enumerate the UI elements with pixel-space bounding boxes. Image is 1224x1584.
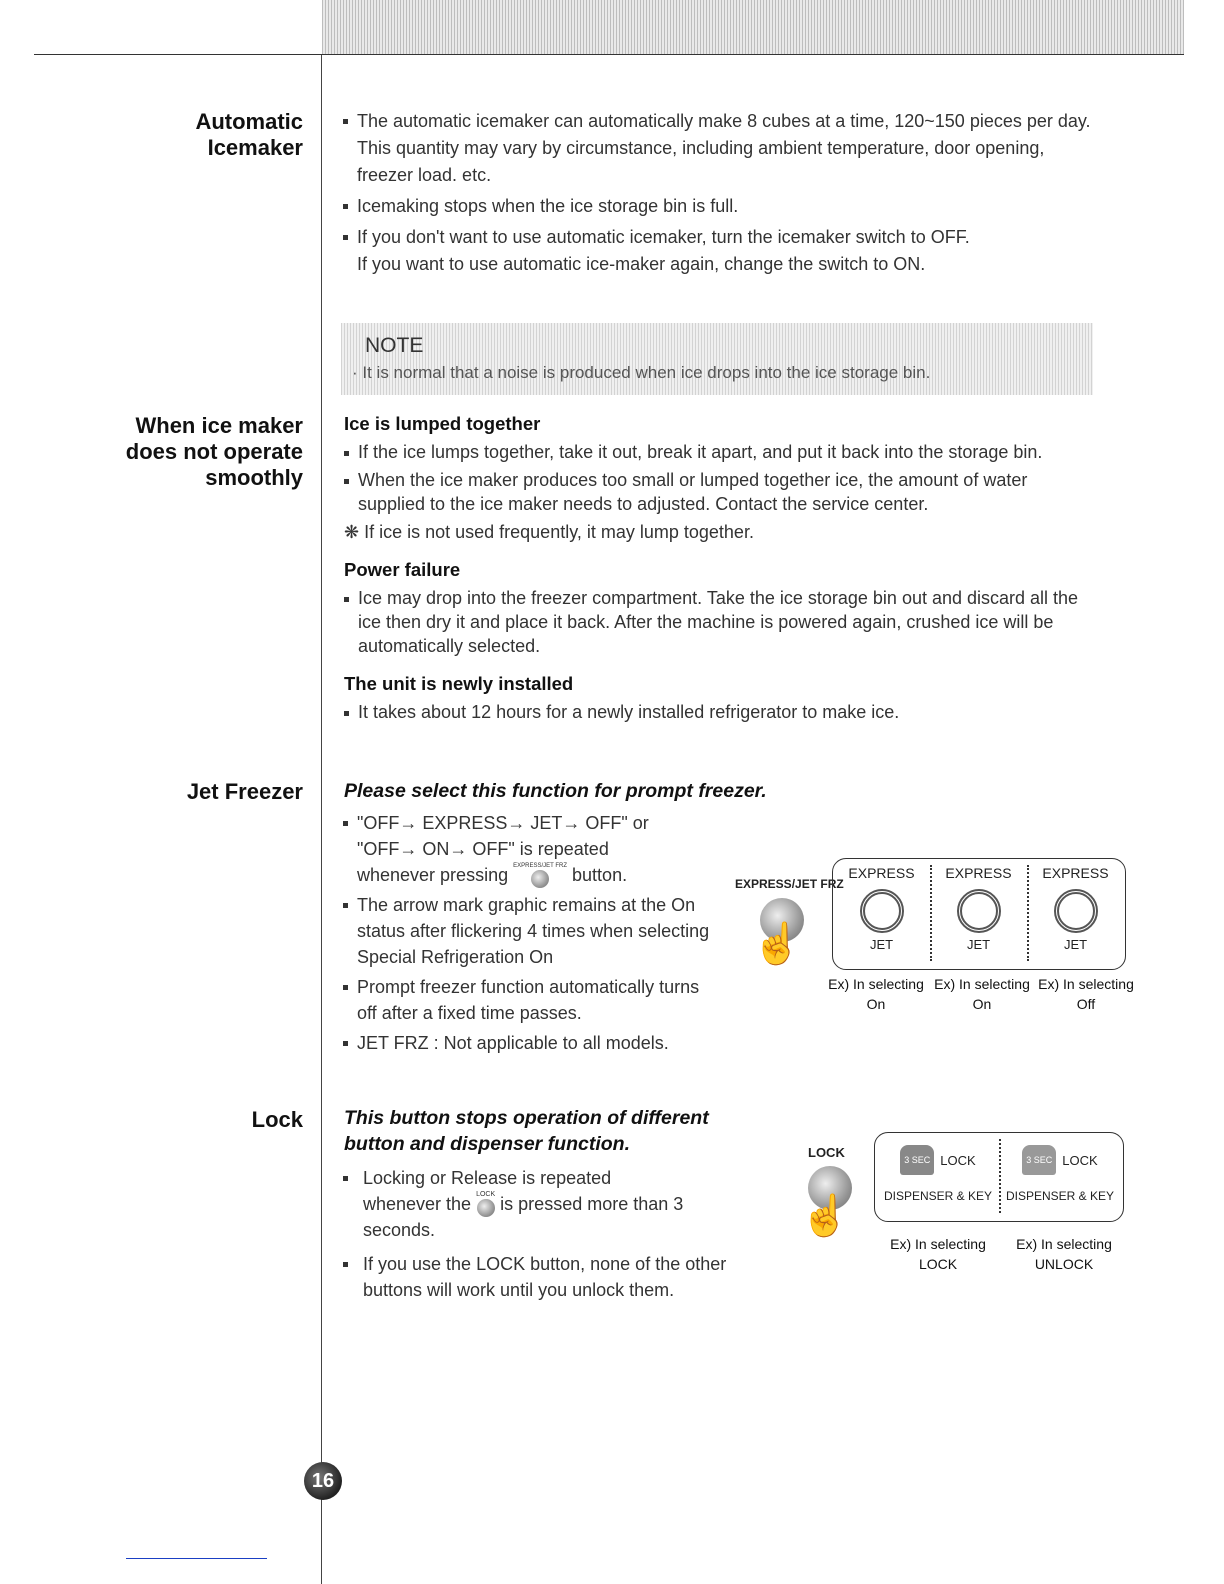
subheading-ice-lumped: Ice is lumped together: [344, 413, 541, 434]
button-icon: [531, 870, 549, 888]
express-label: EXPRESS: [1042, 865, 1109, 881]
list-item: Icemaking stops when the ice storage bin is full.: [343, 193, 1103, 220]
fan-icon: [1054, 889, 1098, 933]
subheading-power-failure: Power failure: [344, 559, 461, 580]
list-item: It takes about 12 hours for a newly installed refrigerator to make ice.: [344, 700, 1084, 724]
panel-divider: [999, 1139, 1001, 1213]
finger-press-icon: ☝: [752, 922, 802, 966]
lock-badge-icon: 3 SEC: [1022, 1145, 1056, 1175]
express-jet-panel: [832, 858, 1126, 970]
jet-freezer-heading: Please select this function for prompt freezer.: [344, 780, 767, 802]
list-item: The arrow mark graphic remains at the On status after flickering 4 times when selecting Special Refrigeration On: [343, 892, 713, 970]
jet-caption-3: Ex) In selecting Off: [1038, 976, 1134, 1012]
note-box: [341, 323, 1093, 395]
express-jet-inline-icon: EXPRESS/JET FRZ: [513, 862, 567, 888]
list-item: If you don't want to use automatic icemaker, turn the icemaker switch to OFF.: [343, 224, 1007, 251]
note-text: · It is normal that a noise is produced when ice drops into the ice storage bin.: [352, 363, 931, 382]
jet-freezer-body: [343, 810, 713, 1056]
jet-sequence-line-2: "OFF→ ON→ OFF" is repeated: [357, 839, 609, 859]
list-item: If you use the LOCK button, none of the other buttons will work until you unlock them.: [343, 1251, 783, 1303]
subheading-newly-installed: The unit is newly installed: [344, 673, 574, 694]
jet-label: JET: [1063, 937, 1088, 952]
list-item: Ice may drop into the freezer compartment. Take the ice storage bin out and discard all the ice then dry it and place it back. After the machine is powered again, crushed ice will be automatically selected.: [344, 586, 1084, 658]
lock-label: LOCK: [940, 1152, 976, 1168]
express-jet-diagram-label: EXPRESS/JET FRZ: [735, 877, 844, 891]
note-title: NOTE: [365, 334, 424, 357]
express-label: EXPRESS: [848, 865, 915, 881]
lock-inline-icon: LOCK: [476, 1191, 495, 1217]
column-divider: [321, 55, 322, 1584]
ice-maker-problem-body: [344, 412, 1084, 724]
list-item: When the ice maker produces too small or lumped together ice, the amount of water supplied to the ice maker needs to adjusted. Contact the service center.: [344, 468, 1084, 516]
jet-sequence-line-1: "OFF→ EXPRESS→ JET→ OFF" or: [357, 813, 649, 833]
list-item: If the ice lumps together, take it out, break it apart, and put it back into the storage bin.: [344, 440, 1084, 464]
jet-caption-2: Ex) In selecting On: [934, 976, 1030, 1012]
page-number-badge: 16: [304, 1462, 342, 1500]
list-item: The automatic icemaker can automatically make 8 cubes at a time, 120~150 pieces per day. This quantity may vary by circumstance, including ambient temperature, door opening, freezer load. etc.: [343, 108, 1103, 189]
list-item-continuation: If you want to use automatic ice-maker again, change the switch to ON.: [357, 254, 926, 274]
footer-link-line: [126, 1558, 267, 1559]
jet-caption-1: Ex) In selecting On: [828, 976, 924, 1012]
lock-body: [343, 1165, 783, 1303]
lock-caption-2: Ex) In selecting UNLOCK: [1016, 1236, 1112, 1272]
header-pattern-bar: [322, 0, 1184, 55]
list-item: JET FRZ : Not applicable to all models.: [343, 1030, 713, 1056]
button-icon: [477, 1199, 495, 1217]
section-title-jet-freezer: Jet Freezer: [186, 779, 303, 804]
finger-press-icon: ☝: [800, 1194, 850, 1238]
jet-sequence-line-3: whenever pressing EXPRESS/JET FRZ button.: [357, 862, 713, 888]
list-item: Prompt freezer function automatically turns off after a fixed time passes.: [343, 974, 713, 1026]
list-item: [343, 810, 713, 888]
header-rule: [34, 54, 1184, 55]
lock-diagram-label: LOCK: [808, 1145, 845, 1160]
lump-note: ❋ If ice is not used frequently, it may lump together.: [344, 522, 754, 542]
jet-label: JET: [966, 937, 991, 952]
jet-label: JET: [869, 937, 894, 952]
section-title-automatic-icemaker: Automatic Icemaker: [195, 109, 303, 160]
section-title-lock: Lock: [251, 1107, 303, 1132]
fan-icon: [860, 889, 904, 933]
lock-caption-1: Ex) In selecting LOCK: [890, 1236, 986, 1272]
automatic-icemaker-body: [343, 108, 1103, 278]
dispenser-key-label: DISPENSER & KEY: [883, 1189, 993, 1203]
section-title-ice-maker-problem: When ice maker does not operate smoothly: [125, 413, 303, 490]
fan-icon: [957, 889, 1001, 933]
lock-panel: [874, 1132, 1124, 1222]
lock-badge-icon: 3 SEC: [900, 1145, 934, 1175]
lock-label: LOCK: [1062, 1152, 1098, 1168]
dispenser-key-label: DISPENSER & KEY: [1005, 1189, 1115, 1203]
express-label: EXPRESS: [945, 865, 1012, 881]
list-item: Locking or Release is repeated whenever the LOCK is pressed more than 3 seconds.: [343, 1165, 783, 1243]
lock-heading: This button stops operation of different button and dispenser function.: [344, 1107, 709, 1155]
